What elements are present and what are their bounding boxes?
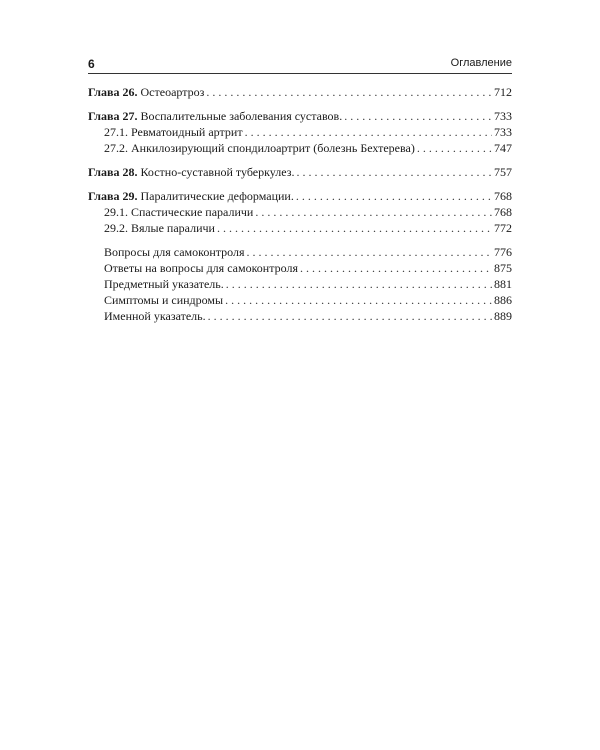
dot-leader [245,124,492,140]
dot-leader [226,276,492,292]
chapter-title: Остеоартроз [140,85,205,99]
section-title: Вопросы для самоконтроля [104,245,245,259]
dot-leader [417,140,492,156]
toc-page-number: 776 [494,245,512,259]
dot-leader [208,308,492,324]
toc-page-number: 757 [494,165,512,179]
section-title: Ответы на вопросы для самоконтроля [104,261,298,275]
chapter-title: Воспалительные заболевания суставов. [140,109,343,123]
dot-leader [206,84,492,100]
page-header [88,55,512,74]
chapter-prefix: Глава 28. [88,165,138,179]
toc-entry-label [88,188,294,204]
dot-leader [296,164,492,180]
dot-leader [300,260,492,276]
toc-entry-chapter-28[interactable] [88,164,512,180]
dot-leader [225,292,492,308]
dot-leader [217,220,492,236]
toc-page-number: 768 [494,189,512,203]
section-title: Симптомы и синдромы [104,293,224,307]
toc-entry-label [88,108,342,124]
chapter-prefix: Глава 26. [88,85,138,99]
running-title: Оглавление [450,57,512,69]
toc-entry-label [88,164,294,180]
dot-leader [255,204,492,220]
toc-entry-self-check-questions[interactable] [88,244,512,260]
page-number: 6 [88,57,95,71]
toc-page-number: 772 [494,221,512,235]
toc-entry-subject-index[interactable] [88,276,512,292]
toc-entry-section-27-1[interactable] [88,124,512,140]
toc-page-number: 733 [494,109,512,123]
chapter-prefix: Глава 27. [88,109,138,123]
toc-page-number: 768 [494,205,512,219]
section-title: Предметный указатель. [104,277,224,291]
chapter-title: Паралитические деформации. [140,189,294,203]
toc-entry-chapter-29[interactable] [88,188,512,204]
toc-entry-section-29-1[interactable] [88,204,512,220]
table-of-contents [88,84,512,324]
toc-page-number: 733 [494,125,512,139]
chapter-title: Костно-суставной туберкулез. [140,165,295,179]
toc-page-number: 889 [494,309,512,323]
section-title: 29.2. Вялые параличи [104,221,215,235]
toc-page-number: 886 [494,293,512,307]
toc-entry-self-check-answers[interactable] [88,260,512,276]
toc-entry-chapter-27[interactable] [88,108,512,124]
dot-leader [247,244,492,260]
toc-entry-label [88,84,204,100]
section-title: 27.2. Анкилозирующий спондилоартрит (болезнь Бехтерева) [104,141,415,155]
toc-page-number: 712 [494,85,512,99]
toc-entry-chapter-26[interactable] [88,84,512,100]
section-title: Именной указатель. [104,309,206,323]
dot-leader [344,108,492,124]
toc-entry-name-index[interactable] [88,308,512,324]
toc-entry-section-27-2[interactable] [88,140,512,156]
section-title: 29.1. Спастические параличи [104,205,254,219]
toc-page-number: 881 [494,277,512,291]
toc-page-number: 747 [494,141,512,155]
toc-entry-section-29-2[interactable] [88,220,512,236]
section-title: 27.1. Ревматоидный артрит [104,125,243,139]
toc-entry-symptoms-syndromes[interactable] [88,292,512,308]
chapter-prefix: Глава 29. [88,189,138,203]
toc-page-number: 875 [494,261,512,275]
dot-leader [296,188,492,204]
